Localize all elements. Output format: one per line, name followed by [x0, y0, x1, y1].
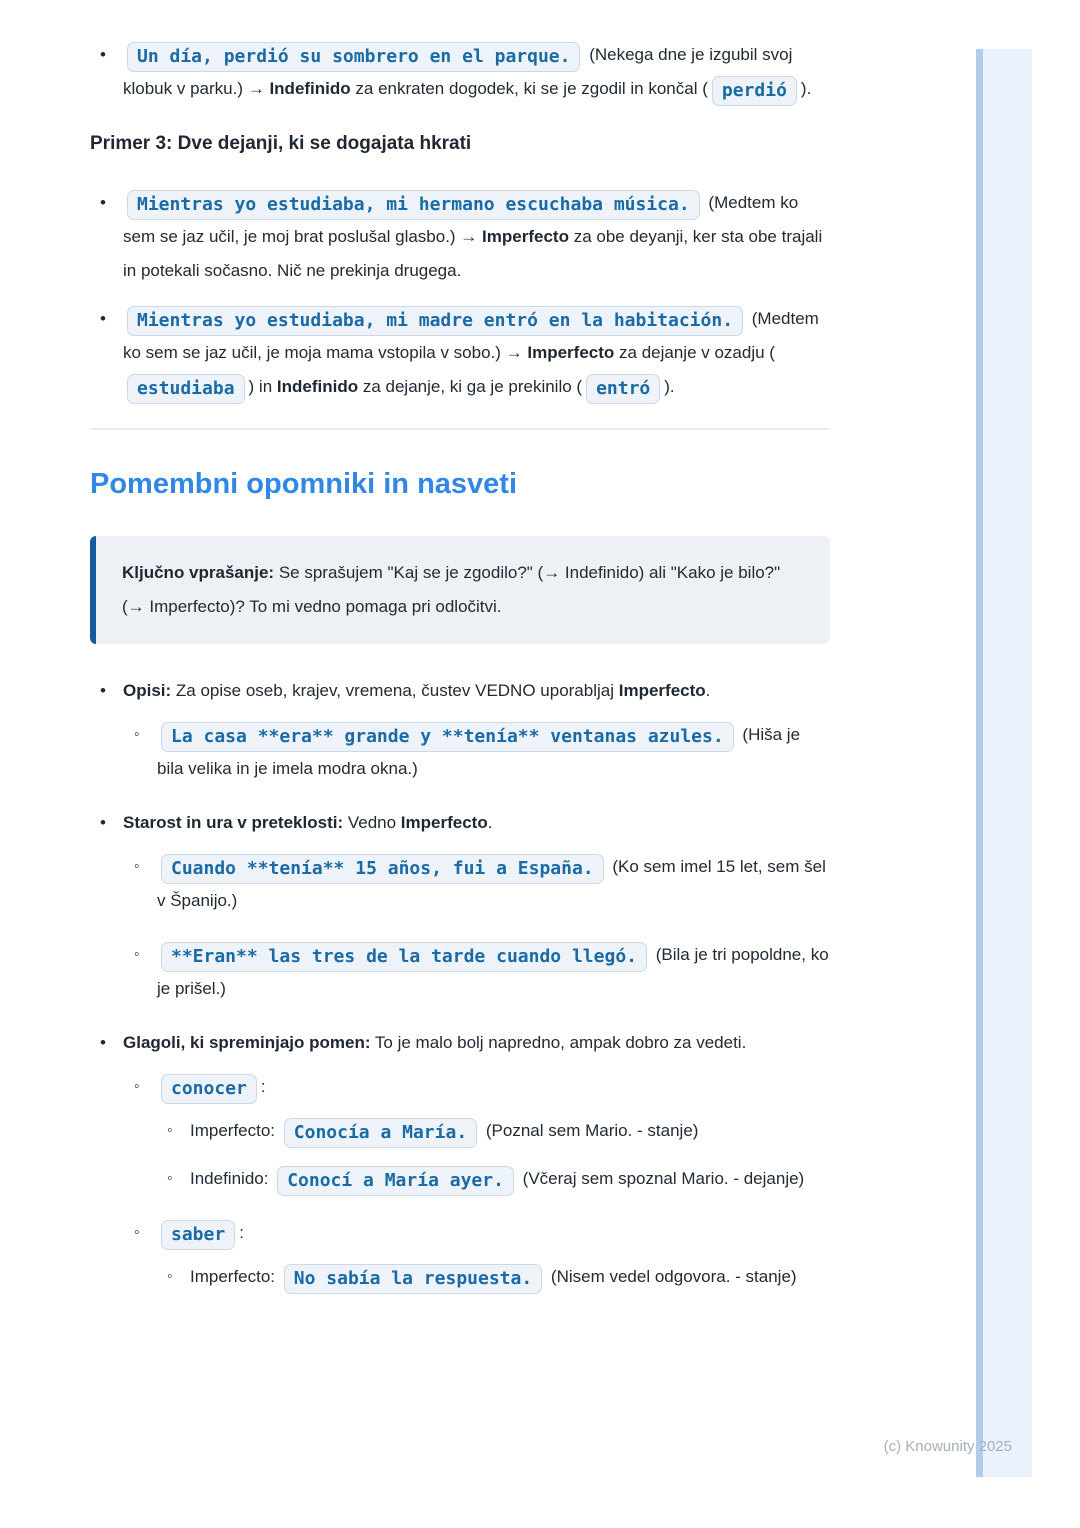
- emphasis-text: Indefinido: [269, 79, 351, 98]
- code-chip: estudiaba: [127, 374, 245, 404]
- list-item: [90, 718, 830, 786]
- callout-text: Se sprašujem "Kaj se je zgodilo?" (→ Indefinido) ali "Kako je bilo?" (→ Imperfecto)? To mi vedno pomaga pri odločitvi.: [122, 563, 781, 616]
- emphasis-text: Starost in ura v preteklosti:: [123, 813, 344, 832]
- list-item-text: Indefinido:: [190, 1169, 274, 1188]
- list-item-text: (Bila je tri popoldne, ko je prišel.): [157, 945, 829, 998]
- list-item: [90, 302, 830, 404]
- scrollbar-thumb[interactable]: [976, 49, 983, 1477]
- list-item-text: ).: [800, 79, 812, 98]
- code-chip: conocer: [161, 1074, 257, 1104]
- list-item-text: :: [260, 1077, 266, 1096]
- list-item-text: za enkraten dogodek, ki se je zgodil in končal (: [350, 79, 708, 98]
- emphasis-text: Imperfecto: [527, 343, 615, 362]
- list-item-text: (Hiša je bila velika in je imela modra okna.): [157, 725, 801, 778]
- code-chip: Un día, perdió su sombrero en el parque.: [127, 42, 580, 72]
- list-item-text: .: [487, 813, 493, 832]
- list-item-text: ) in: [248, 377, 277, 396]
- list-item-text: za dejanje v ozadju (: [614, 343, 775, 362]
- list-item-text: za obe deyanji, ker sta obe trajali in potekali sočasno. Nič ne prekinja drugega.: [123, 227, 823, 280]
- list-item: [90, 938, 830, 1006]
- list-item-text: Imperfecto:: [190, 1121, 280, 1140]
- list-item-text: (Nisem vedel odgovora. - stanje): [546, 1267, 797, 1286]
- emphasis-text: Glagoli, ki spreminjajo pomen:: [123, 1033, 371, 1052]
- code-chip: saber: [161, 1220, 235, 1250]
- primer3-heading: Primer 3: Dve dejanji, ki se dogajata hkrati: [90, 133, 472, 154]
- code-chip: No sabía la respuesta.: [284, 1264, 542, 1294]
- key-question-callout: [90, 536, 830, 644]
- bullet-list-examples-indefinido: [90, 38, 830, 106]
- list-item-text: Vedno: [343, 813, 401, 832]
- list-item-text: ).: [664, 377, 675, 396]
- bullet-list-primer3: [90, 186, 830, 404]
- list-item: [90, 38, 830, 106]
- list-item-text: (Medtem ko sem se jaz učil, je moja mama vstopila v sobo.) →: [123, 309, 819, 362]
- emphasis-text: Imperfecto: [618, 681, 706, 700]
- list-item-text: To je malo bolj napredno, ampak dobro za vedeti.: [370, 1033, 747, 1052]
- document-content: [90, 0, 830, 1294]
- list-item-text: Imperfecto:: [190, 1267, 280, 1286]
- code-chip: **Eran** las tres de la tarde cuando llegó.: [161, 942, 647, 972]
- code-chip: La casa **era** grande y **tenía** ventanas azules.: [161, 722, 734, 752]
- code-chip: Mientras yo estudiaba, mi hermano escuchaba música.: [127, 190, 700, 220]
- code-chip: Conocí a María ayer.: [277, 1166, 514, 1196]
- list-item-text: :: [239, 1223, 244, 1242]
- list-item-text: (Nekega dne je izgubil svoj klobuk v parku.) →: [123, 45, 793, 98]
- section-divider: [90, 428, 830, 430]
- section-heading: Pomembni opomniki in nasveti: [90, 468, 518, 500]
- list-item: [90, 186, 830, 288]
- copyright-text: (c) Knowunity 2025: [883, 1438, 1012, 1455]
- code-chip: Cuando **tenía** 15 años, fui a España.: [161, 854, 604, 884]
- list-item-saber: [90, 1216, 830, 1250]
- list-item-opisi: [90, 674, 830, 708]
- list-item-text: Za opise oseb, krajev, vremena, čustev VEDNO uporabljaj: [171, 681, 619, 700]
- emphasis-text: Opisi:: [123, 681, 172, 700]
- callout-lead: Ključno vprašanje:: [122, 563, 275, 582]
- list-item: [90, 1162, 830, 1196]
- emphasis-text: Imperfecto: [400, 813, 488, 832]
- list-item-text: (Poznal sem Mario. - stanje): [481, 1121, 699, 1140]
- list-item-text: (Medtem ko sem se jaz učil, je moj brat poslušal glasbo.) →: [123, 193, 799, 246]
- list-item: [90, 850, 830, 918]
- list-item-glagoli: [90, 1026, 830, 1060]
- list-item-text: (Včeraj sem spoznal Mario. - dejanje): [517, 1169, 805, 1188]
- code-chip: entró: [586, 374, 660, 404]
- emphasis-text: Indefinido: [276, 377, 359, 396]
- list-item-text: (Ko sem imel 15 let, sem šel v Španijo.): [157, 857, 826, 910]
- list-item: [90, 1114, 830, 1148]
- list-item-conocer: [90, 1070, 830, 1104]
- list-item-text: .: [705, 681, 711, 700]
- list-item-text: za dejanje, ki ga je prekinilo (: [358, 377, 583, 396]
- bullet-list-tips: [90, 674, 830, 1294]
- emphasis-text: Imperfecto: [482, 227, 569, 246]
- code-chip: Mientras yo estudiaba, mi madre entró en la habitación.: [127, 306, 743, 336]
- page-edge-panel: [983, 49, 1032, 1477]
- code-chip: perdió: [712, 76, 797, 106]
- code-chip: Conocía a María.: [284, 1118, 477, 1148]
- list-item-starost: [90, 806, 830, 840]
- list-item: [90, 1260, 830, 1294]
